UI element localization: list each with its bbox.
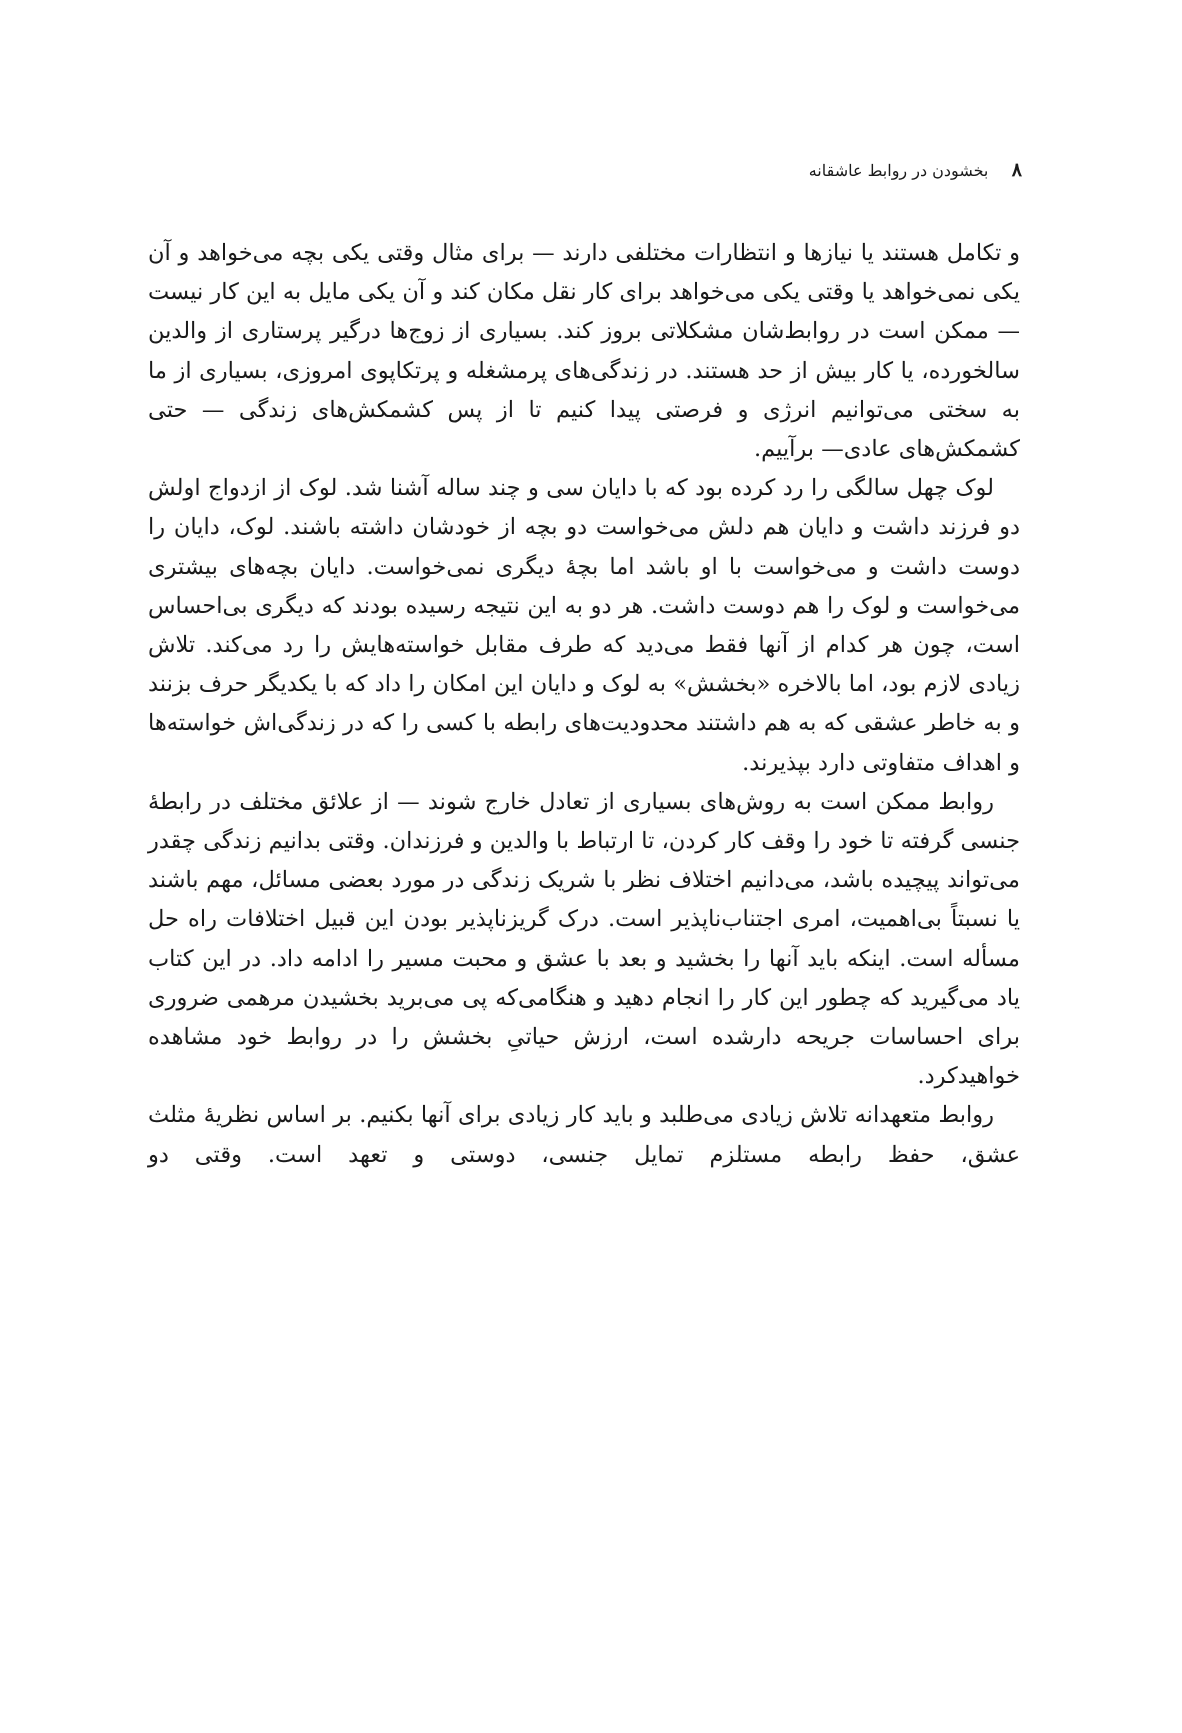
paragraph: و تکامل هستند یا نیازها و انتظارات مختلفی دارند — برای مثال وقتی یکی بچه می‌خواهد و آن یکی نمی‌خواهد یا وقتی یکی می‌خواهد برای کار نقل مکان کند و آن یکی مایل به این کار نیست — ممکن است در روابط‌شان مشکلاتی بروز کند. بسیاری از زوج‌ها درگیر پرستاری از والدین سالخورده، یا کار بیش از حد هستند. در زندگی‌های پرمشغله و پرتکاپوی امروزی، بسیاری از ما به سختی می‌توانیم انرژی و فرصتی پیدا کنیم تا از پس کشمکش‌های زندگی — حتی کشمکش‌های عادی— برآییم. bbox=[148, 240, 1020, 463]
paragraph: روابط ممکن است به روش‌های بسیاری از تعادل خارج شوند — از علائق مختلف در رابطهٔ جنسی گرفته تا خود را وقف کار کردن، تا ارتباط با والدین و فرزندان. وقتی بدانیم زندگی چقدر می‌تواند پیچیده باشد، می‌دانیم اختلاف نظر با شریک زندگی در مورد بعضی مسائل، مهم باشند یا نسبتاً بی‌اهمیت، امری اجتناب‌ناپذیر است. درک گریزناپذیر بودن این قبیل اختلافات راه حل مسأله است. اینکه باید آنها را بخشید و بعد با عشق و محبت مسیر را ادامه داد. در این کتاب یاد می‌گیرید که چطور این کار را انجام دهید و هنگامی‌که پی می‌برید بخشیدن مرهمی ضروری برای احساسات جریحه دارشده است، ارزش حیاتیِ بخشش را در روابط خود مشاهده خواهیدکرد. bbox=[148, 788, 1020, 1090]
paragraph: روابط متعهدانه تلاش زیادی می‌طلبد و باید کار زیادی برای آنها بکنیم. بر اساس نظریهٔ مثلث عشق، حفظ رابطه مستلزم تمایل جنسی، دوستی و تعهد است. وقتی دو bbox=[148, 1102, 1020, 1168]
page-number: ۸ bbox=[1011, 159, 1022, 181]
paragraph: لوک چهل سالگی را رد کرده بود که با دایان سی و چند ساله آشنا شد. لوک از ازدواج اولش دو فرزند داشت و دایان هم دلش می‌خواست دو بچه از خودشان داشته باشند. لوک، دایان را دوست داشت و می‌خواست با او باشد اما بچهٔ دیگری نمی‌خواست. دایان بچه‌های بیشتری می‌خواست و لوک را هم دوست داشت. هر دو به این نتیجه رسیده بودند که دیگری بی‌احساس است، چون هر کدام از آنها فقط می‌دید که طرف مقابل خواسته‌هایش را رد می‌کند. تلاش زیادی لازم بود، اما بالاخره «بخشش» به لوک و دایان این امکان را داد که با یکدیگر حرف بزنند و به خاطر عشقی که به هم داشتند محدودیت‌های رابطه با کسی را که در زندگی‌اش خواسته‌ها و اهداف متفاوتی دارد بپذیرند. bbox=[148, 475, 1020, 776]
running-header bbox=[122, 158, 1022, 183]
body-text bbox=[148, 234, 1020, 1175]
book-title: بخشودن در روابط عاشقانه bbox=[808, 161, 989, 180]
